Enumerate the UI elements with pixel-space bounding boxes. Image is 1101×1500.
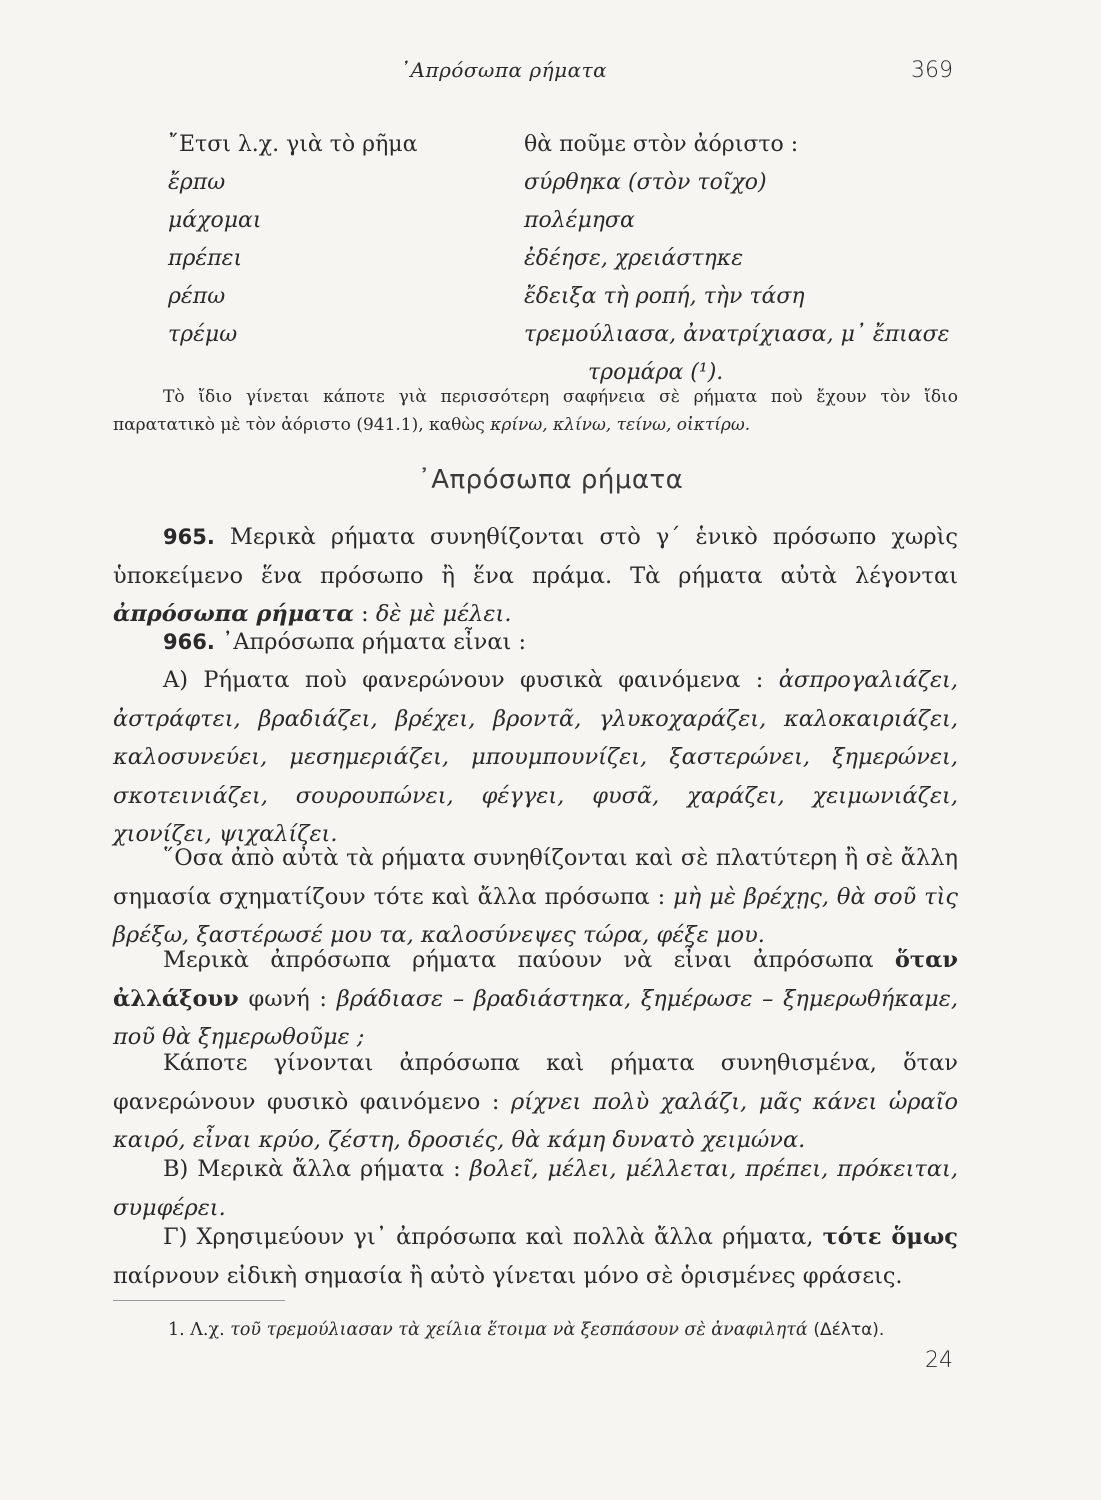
section-title: ᾿Απρόσωπα ρήματα (417, 465, 684, 495)
verb-aorist: ἐδέησε, χρειάστηκε (524, 246, 744, 271)
note-paragraph (113, 383, 958, 439)
signature-number: 24 (925, 1348, 953, 1373)
verb-aorist: σύρθηκα (στὸν τοῖχο) (524, 170, 767, 195)
paragraph-kapote (113, 1044, 958, 1160)
page-number: 369 (911, 58, 953, 83)
verb-list: βολεῖ, μέλει, μέλλεται, πρέπει, πρόκειται, συμφέρει. (113, 1156, 959, 1221)
verb-present: πρέπει (168, 246, 243, 271)
paragraph-examples: βράδιασε – βραδιάστηκα, ξημέρωσε – ξημερωθήκαμε, ποῦ θὰ ξημερωθοῦμε ; (113, 985, 959, 1050)
footnote (168, 1317, 968, 1343)
verb-present: ἔρπω (168, 170, 226, 195)
paragraph-number: 966. (163, 630, 215, 654)
paragraph-examples: ρίχνει πολὺ χαλάζι, μᾶς κάνει ὡραῖο καιρό, εἶναι κρύο, ζέστη, δροσιές, θὰ κάμη δυνατὸ χειμώνα. (113, 1088, 958, 1153)
paragraph-text: Κάποτε γίνονται ἀπρόσωπα καὶ ρήματα συνηθισμένα, ὅταν φανερώνουν φυσικὸ φαινόμενο : (113, 1050, 958, 1115)
footnote-quote: τοῦ τρεμούλιασαν τὰ χείλια ἕτοιμα νὰ ξεσπάσουν σὲ ἀναφιλητά (230, 1320, 808, 1340)
verb-aorist: πολέμησα (524, 208, 635, 233)
verb-table-header (168, 126, 868, 164)
paragraph-label: Β) Μερικὰ ἄλλα ρήματα : (163, 1156, 461, 1182)
verb-aorist: ἔδειξα τὴ ροπή, τὴν τάση (524, 284, 805, 309)
paragraph-text: ῞Οσα ἀπὸ αὐτὰ τὰ ρήματα συνηθίζονται καὶ σὲ πλατύτερη ἢ σὲ ἄλλη σημασία σχηματίζουν τότε καὶ ἄλλα πρόσωπα : (113, 845, 958, 910)
term-colon: : (353, 601, 369, 627)
verb-aorist: τρεμούλιασα, ἀνατρίχιασα, μ᾿ ἔπιασε (524, 322, 950, 347)
paragraph-merika (113, 941, 958, 1057)
verb-table-head-right: θὰ ποῦμε στὸν ἀόριστο : (524, 132, 799, 157)
paragraph-g (113, 1218, 958, 1295)
paragraph-label: Α) Ρήματα ποὺ φανερώνουν φυσικὰ φαινόμενα : (163, 667, 764, 693)
verb-present: τρέμω (168, 322, 238, 347)
verb-list: ἀσπρογαλιάζει, ἀστράφτει, βραδιάζει, βρέχει, βροντᾶ, γλυκοχαράζει, καλοκαιριάζει, καλοσυνεύει, μεσημεριάζει, μπουμπουνίζει, ξαστερώνει, ξημερώνει, σκοτεινιάζει, σουρουπώνει, φέγγει, φυσᾶ, χαράζει, χειμωνιάζει, χιονίζει, ψιχαλίζει. (113, 667, 958, 847)
defined-term: ἀπρόσωπα ρήματα (113, 601, 354, 627)
verb-table-row (168, 164, 868, 202)
running-title: ᾿Απρόσωπα ρήματα (400, 58, 608, 82)
paragraph-examples: μὴ μὲ βρέχῃς, θὰ σοῦ τὶς βρέξω, ξαστέρωσέ μου τα, καλοσύνεψες τώρα, φέξε μου. (113, 883, 959, 948)
paragraph-text-2: παίρνουν εἰδικὴ σημασία ἢ αὐτὸ γίνεται μόνο σὲ ὁρισμένες φράσεις. (113, 1262, 903, 1289)
paragraph-text: Γ) Χρησιμεύουν γι᾿ ἀπρόσωπα καὶ πολλὰ ἄλλα ρήματα, (163, 1224, 814, 1250)
paragraph-b (113, 1150, 958, 1227)
verb-table-row (168, 202, 868, 240)
verb-aorist-table (168, 126, 950, 392)
verb-present: ρέπω (168, 284, 226, 309)
paragraph-bold: τότε ὅμως (822, 1224, 958, 1250)
paragraph-example: δὲ μὲ μέλει. (375, 601, 512, 627)
footnote-rule (113, 1300, 285, 1301)
running-head (0, 58, 1101, 88)
paragraph-966 (113, 623, 958, 662)
paragraph-number: 965. (163, 525, 215, 549)
paragraph-text-2: φωνή : (248, 985, 327, 1012)
verb-table-row (168, 316, 950, 354)
note-text: Τὸ ἴδιο γίνεται κάποτε γιὰ περισσότερη σαφήνεια σὲ ρήματα ποὺ ἔχουν τὸν ἴδιο παρατατικὸ μὲ τὸν ἀόριστο (941.1), καθὼς (113, 387, 958, 435)
verb-table-head-left: ῎Ετσι λ.χ. γιὰ τὸ ρῆμα (168, 132, 418, 157)
paragraph-bold: ὅταν ἀλλάξουν (113, 947, 958, 1012)
note-examples: κρίνω, κλίνω, τείνω, οἰκτίρω. (490, 415, 751, 435)
paragraph-965 (113, 518, 958, 634)
verb-table-continuation: τρομάρα (¹). (588, 360, 724, 385)
verb-table-row (168, 240, 868, 278)
verb-table-row (168, 278, 868, 316)
paragraph-text: ᾿Απρόσωπα ρήματα εἶναι : (221, 629, 527, 655)
verb-present: μάχομαι (168, 208, 262, 233)
paragraph-a (113, 661, 958, 854)
paragraph-text: Μερικὰ ἀπρόσωπα ρήματα παύουν νὰ εἶναι ἀπρόσωπα (163, 947, 874, 973)
paragraph-osa (113, 839, 958, 955)
footnote-marker: 1. Λ.χ. (168, 1320, 225, 1340)
paragraph-text: Μερικὰ ρήματα συνηθίζονται στὸ γ΄ ἑνικὸ πρόσωπο χωρὶς ὑποκείμενο ἕνα πρόσωπο ἢ ἕνα πράμα. Τὰ ρήματα αὐτὰ λέγονται (113, 524, 958, 589)
footnote-source: (Δέλτα). (813, 1320, 885, 1340)
